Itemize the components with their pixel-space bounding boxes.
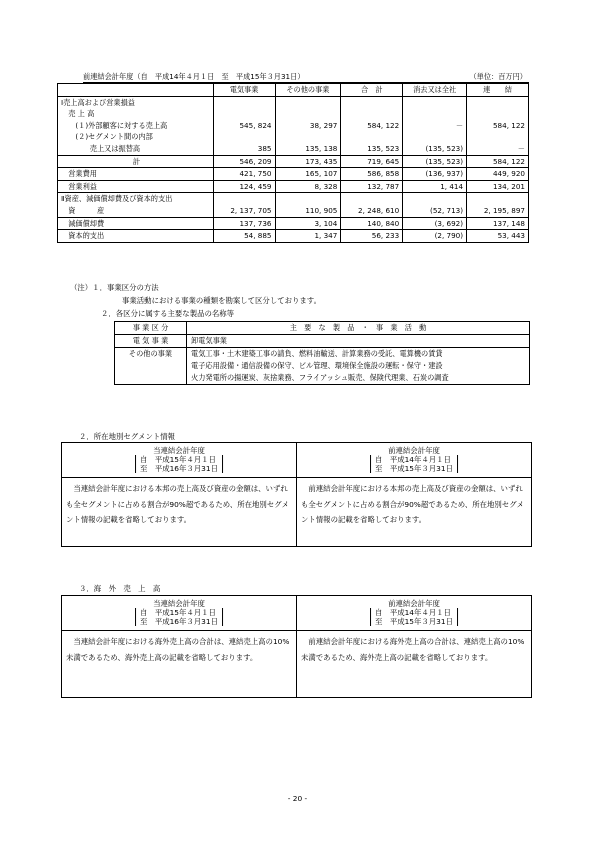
section-body: 前連結会計年度における本邦の売上高及び資産の金額は、いずれも全セグメントに占める割合が90%超であるため、所在地別セグメント情報の記載を省略しております。 xyxy=(297,478,532,547)
table-cell: 2, 137, 705 xyxy=(213,205,275,217)
table-cell: 140, 840 xyxy=(341,217,403,230)
table-cell xyxy=(275,96,341,108)
segment-unit: （単位：百万円） xyxy=(469,72,527,81)
row-label: 売上又は振替高 xyxy=(58,143,214,155)
table-cell xyxy=(275,131,341,143)
table-row xyxy=(58,96,529,108)
product-header-col1: 事 業 区 分 xyxy=(115,322,187,335)
table-cell xyxy=(341,96,403,108)
product-table xyxy=(114,321,530,385)
table-cell: 54, 885 xyxy=(213,230,275,243)
table-cell: 38, 297 xyxy=(275,120,341,132)
row-label: 資本的支出 xyxy=(58,230,214,243)
row-label: 資 産 xyxy=(58,205,214,217)
table-cell: 53, 443 xyxy=(467,230,529,243)
period-cell: 前連結会計年度 自 平成14年４月１日 至 平成15年３月31日 xyxy=(297,596,532,631)
note-2: ２．各区分に属する主要な製品の名称等 xyxy=(101,309,235,318)
table-cell: 1, 414 xyxy=(403,180,467,193)
section-body: 前連結会計年度における海外売上高の合計は、連結売上高の10%未満であるため、海外売上高の記載を省略しております。 xyxy=(297,631,532,698)
table-cell: 110, 905 xyxy=(275,205,341,217)
note-1-body: 事業活動における事業の種類を勘案して区分しております。 xyxy=(122,296,321,305)
table-cell xyxy=(341,193,403,205)
table-cell: 421, 750 xyxy=(213,168,275,181)
table-cell: － xyxy=(467,143,529,155)
table-cell: (3, 692) xyxy=(403,217,467,230)
table-cell: 2, 248, 610 xyxy=(341,205,403,217)
row-label: Ⅱ資産、減価償却費及び資本的支出 xyxy=(58,193,214,205)
segment-header-cell: 電気事業 xyxy=(213,84,275,97)
table-row xyxy=(58,120,529,132)
table-row xyxy=(58,131,529,143)
table-cell: 8, 328 xyxy=(275,180,341,193)
table-cell xyxy=(467,131,529,143)
table-row xyxy=(58,108,529,120)
period-cell: 当連結会計年度 自 平成15年４月１日 至 平成16年３月31日 xyxy=(62,443,297,478)
table-cell xyxy=(213,108,275,120)
period-range: 自 平成14年４月１日 至 平成15年３月31日 xyxy=(370,455,458,473)
table-cell: 385 xyxy=(213,143,275,155)
row-label: 計 xyxy=(58,155,214,168)
table-cell xyxy=(275,108,341,120)
table-cell xyxy=(403,96,467,108)
period-range: 自 平成14年４月１日 至 平成15年３月31日 xyxy=(370,608,458,626)
segment-header-row xyxy=(58,84,529,97)
section-box xyxy=(61,595,532,698)
table-cell: 137, 148 xyxy=(467,217,529,230)
product-row-name: その他の事業 xyxy=(115,348,187,385)
period-range: 自 平成15年４月１日 至 平成16年３月31日 xyxy=(135,608,223,626)
table-cell xyxy=(403,108,467,120)
product-row-desc: 電気工事・土木建築工事の請負、燃料油輸送、計算業務の受託、電算機の賃貸 電子応用設備・通信設備の保守、ビル管理、環境保全施設の運転・保守・建設 火力発電所の揚運炭、灰捨業務、フライアッシュ販売、保険代理業、石炭の調査 xyxy=(187,348,530,385)
product-row-name: 電 気 事 業 xyxy=(115,335,187,348)
note-1: （注）１．事業区分の方法 xyxy=(70,283,159,292)
segment-header-cell: 合 計 xyxy=(341,84,403,97)
table-row xyxy=(58,143,529,155)
table-cell: 449, 920 xyxy=(467,168,529,181)
table-cell: 545, 824 xyxy=(213,120,275,132)
table-cell: 584, 122 xyxy=(467,155,529,168)
table-cell: (135, 523) xyxy=(403,155,467,168)
row-label: (２)セグメント間の内部 xyxy=(58,131,214,143)
section-box xyxy=(61,442,532,547)
table-cell: 134, 201 xyxy=(467,180,529,193)
product-header-col2: 主 要 な 製 品 ・ 事 業 活 動 xyxy=(187,322,530,335)
table-row xyxy=(58,168,529,181)
table-cell: 132, 787 xyxy=(341,180,403,193)
segment-header-cell: 連 結 xyxy=(467,84,529,97)
table-cell xyxy=(467,96,529,108)
table-cell: (135, 523) xyxy=(403,143,467,155)
row-label: 営業利益 xyxy=(58,180,214,193)
table-cell: 135, 523 xyxy=(341,143,403,155)
table-cell xyxy=(275,193,341,205)
table-row xyxy=(58,180,529,193)
table-cell: (2, 790) xyxy=(403,230,467,243)
row-label: 減価償却費 xyxy=(58,217,214,230)
table-cell: 584, 122 xyxy=(467,120,529,132)
period-range: 自 平成15年４月１日 至 平成16年３月31日 xyxy=(135,455,223,473)
row-label: Ⅰ売上高および営業損益 xyxy=(58,96,214,108)
section-title: ２．所在地別セグメント情報 xyxy=(79,432,176,441)
segment-header-cell: 消去又は全社 xyxy=(403,84,467,97)
table-row xyxy=(58,205,529,217)
table-cell: 719, 645 xyxy=(341,155,403,168)
table-cell: 173, 435 xyxy=(275,155,341,168)
table-cell: 2, 195, 897 xyxy=(467,205,529,217)
table-row xyxy=(58,193,529,205)
table-cell xyxy=(213,131,275,143)
table-cell xyxy=(467,108,529,120)
table-cell: (52, 713) xyxy=(403,205,467,217)
table-row xyxy=(58,217,529,230)
table-cell: 124, 459 xyxy=(213,180,275,193)
row-label: (１)外部顧客に対する売上高 xyxy=(58,120,214,132)
table-cell xyxy=(403,131,467,143)
row-label: 売 上 高 xyxy=(58,108,214,120)
segment-table xyxy=(57,83,529,243)
section-body: 当連結会計年度における本邦の売上高及び資産の金額は、いずれも全セグメントに占める割合が90%超であるため、所在地別セグメント情報の記載を省略しております。 xyxy=(62,478,297,547)
table-cell: 137, 736 xyxy=(213,217,275,230)
table-cell: 56, 233 xyxy=(341,230,403,243)
period-cell: 前連結会計年度 自 平成14年４月１日 至 平成15年３月31日 xyxy=(297,443,532,478)
section-body: 当連結会計年度における海外売上高の合計は、連結売上高の10%未満であるため、海外売上高の記載を省略しております。 xyxy=(62,631,297,698)
segment-title-line xyxy=(83,72,529,83)
period-cell: 当連結会計年度 自 平成15年４月１日 至 平成16年３月31日 xyxy=(62,596,297,631)
table-cell xyxy=(341,108,403,120)
table-cell: 1, 347 xyxy=(275,230,341,243)
table-row xyxy=(58,230,529,243)
segment-header-cell xyxy=(58,84,214,97)
page-number: - 20 - xyxy=(287,794,308,803)
table-cell: － xyxy=(403,120,467,132)
table-cell: 3, 104 xyxy=(275,217,341,230)
table-cell xyxy=(403,193,467,205)
table-cell: 165, 107 xyxy=(275,168,341,181)
table-row xyxy=(58,155,529,168)
table-cell: 586, 858 xyxy=(341,168,403,181)
table-cell xyxy=(467,193,529,205)
table-cell: 584, 122 xyxy=(341,120,403,132)
table-cell: 546, 209 xyxy=(213,155,275,168)
table-cell: 135, 138 xyxy=(275,143,341,155)
table-cell xyxy=(341,131,403,143)
section-title: ３．海 外 売 上 高 xyxy=(79,584,161,593)
table-cell xyxy=(213,96,275,108)
segment-title: 前連結会計年度（自 平成14年４月１日 至 平成15年３月31日） xyxy=(83,72,305,81)
product-row-desc: 卸電気事業 xyxy=(187,335,530,348)
segment-header-cell: その他の事業 xyxy=(275,84,341,97)
table-cell: (136, 937) xyxy=(403,168,467,181)
table-cell xyxy=(213,193,275,205)
row-label: 営業費用 xyxy=(58,168,214,181)
